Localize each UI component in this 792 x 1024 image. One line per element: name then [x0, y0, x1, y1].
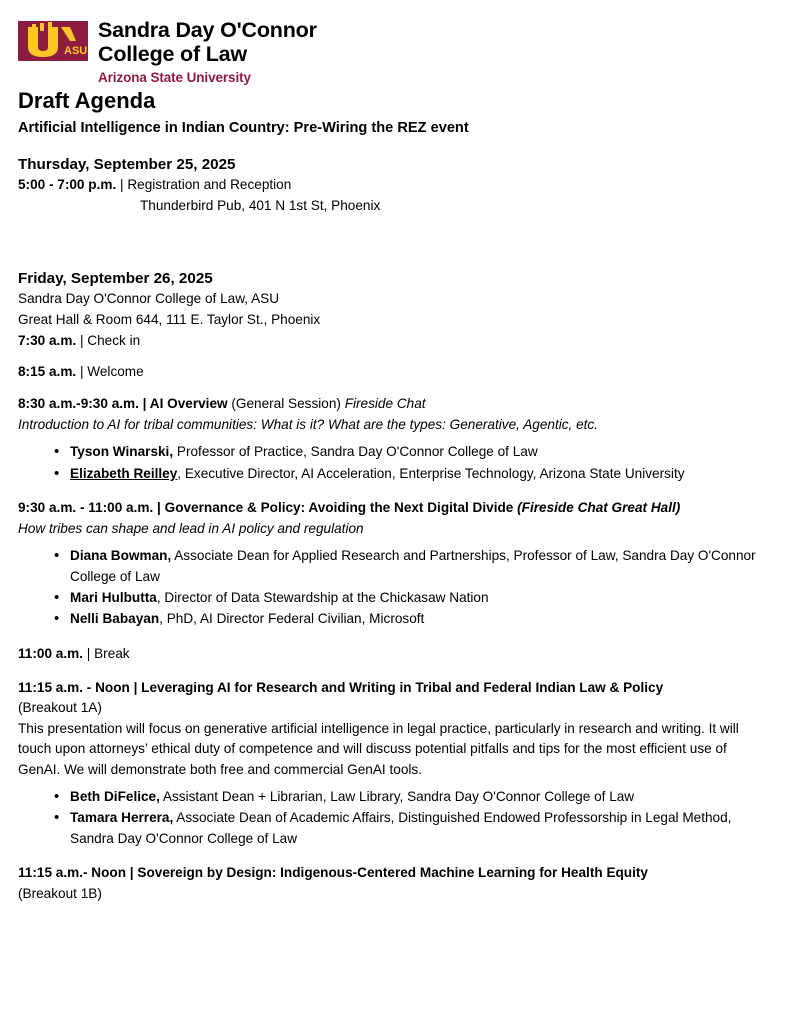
- breakout-1a-sep: |: [129, 679, 142, 695]
- day1-location: Thunderbird Pub, 401 N 1st St, Phoenix: [140, 197, 381, 213]
- page-subtitle: Artificial Intelligence in Indian Country: Pre-Wiring the REZ event: [18, 120, 469, 137]
- speaker-name[interactable]: Elizabeth Reilley: [70, 465, 178, 481]
- day1-item: Registration and Reception: [127, 176, 292, 192]
- speaker-role: Associate Dean of Academic Affairs, Distinguished Endowed Professorship in Legal Method, Sandra Day O'Connor College of Law: [70, 810, 732, 846]
- day1-sep: |: [116, 176, 128, 192]
- session-2-format: (Fireside Chat Great Hall): [513, 499, 681, 515]
- logo-line-2: College of Law: [98, 42, 247, 67]
- logo-line-1: Sandra Day O'Connor: [98, 18, 317, 42]
- speaker-name: Tyson Winarski,: [70, 444, 174, 460]
- day1-time: 5:00 - 7:00 p.m.: [18, 176, 117, 192]
- day1-heading: Thursday, September 25, 2025: [18, 155, 236, 173]
- session-1-title: AI Overview: [149, 395, 228, 411]
- day1-registration-line: [18, 175, 766, 196]
- speaker-name: Nelli Babayan: [70, 611, 160, 627]
- breakout-1a-label: (Breakout 1A): [18, 700, 102, 716]
- session-1-format: Fireside Chat: [344, 395, 426, 411]
- breakout-1a-speaker-list: [18, 787, 766, 849]
- day2-venue-line-1: Sandra Day O'Connor College of Law, ASU: [18, 291, 280, 307]
- asu-logo-lockup: [18, 18, 766, 85]
- session-1-sep: |: [138, 395, 150, 411]
- breakout-1b-heading: [18, 863, 766, 884]
- speaker-role: Associate Dean for Applied Research and Partnerships, Professor of Law, Sandra Day O'Connor College of Law: [70, 548, 756, 584]
- day2-venue-line-2: Great Hall & Room 644, 111 E. Taylor St., Phoenix: [18, 311, 321, 327]
- session-2-speaker-list: [18, 546, 766, 630]
- breakout-1b-title: Sovereign by Design: Indigenous-Centered Machine Learning for Health Equity: [137, 865, 648, 881]
- breakout-1a-heading: [18, 678, 766, 699]
- checkin-time: 7:30 a.m.: [18, 332, 77, 348]
- list-item: [70, 787, 766, 807]
- break-line: [18, 644, 766, 665]
- breakout-1b-label: (Breakout 1B): [18, 885, 102, 901]
- svg-text:ASU: ASU: [64, 45, 88, 57]
- session-1-description: Introduction to AI for tribal communities: What is it? What are the types: Generative, Agentic, etc.: [18, 416, 599, 432]
- speaker-role: Professor of Practice, Sandra Day O'Connor College of Law: [173, 444, 538, 460]
- session-2-title: Governance & Policy: Avoiding the Next Digital Divide: [164, 499, 514, 515]
- speaker-name: Mari Hulbutta: [70, 590, 157, 606]
- list-item: [70, 609, 766, 629]
- list-item: [70, 588, 766, 608]
- breakout-1a-description: This presentation will focus on generative artificial intelligence in legal practice, particularly in research and writing. It will touch upon attorneys’ ethical duty of competence and will discuss potential pitfalls and tips for the most efficient use of GenAI. We will demonstrate both free and commercial GenAI tools.: [18, 720, 739, 777]
- asu-pitchfork-icon: [18, 21, 88, 61]
- session-1-heading: [18, 394, 766, 415]
- break-sep: |: [83, 645, 95, 661]
- list-item: [70, 442, 766, 462]
- speaker-role: Assistant Dean + Librarian, Law Library, Sandra Day O'Connor College of Law: [159, 789, 635, 804]
- list-item: [70, 464, 766, 484]
- speaker-name: Tamara Herrera,: [70, 810, 174, 826]
- session-1-time: 8:30 a.m.-9:30 a.m.: [18, 395, 139, 411]
- day2-heading: Friday, September 26, 2025: [18, 270, 213, 288]
- logo-wordmark: [98, 18, 317, 85]
- speaker-role: , Executive Director, AI Acceleration, Enterprise Technology, Arizona State University: [177, 465, 685, 481]
- session-2-sep: |: [153, 499, 165, 515]
- break-label: Break: [94, 645, 130, 661]
- breakout-1a-time: 11:15 a.m. - Noon: [18, 679, 130, 695]
- breakout-1b-sep: |: [126, 865, 138, 881]
- speaker-role: , PhD, AI Director Federal Civilian, Microsoft: [159, 611, 425, 627]
- speaker-name: Beth DiFelice,: [70, 789, 160, 804]
- checkin-label: Check in: [87, 332, 141, 348]
- session-2-time: 9:30 a.m. - 11:00 a.m.: [18, 499, 154, 515]
- welcome-time: 8:15 a.m.: [18, 364, 77, 380]
- session-2-heading: [18, 498, 766, 519]
- logo-university-name: Arizona State University: [98, 70, 251, 86]
- page-title: Draft Agenda: [18, 88, 156, 114]
- breakout-1a-title: Leveraging AI for Research and Writing in Tribal and Federal Indian Law & Policy: [141, 679, 664, 695]
- day2-welcome-line: [18, 362, 766, 383]
- list-item: [70, 808, 766, 849]
- checkin-sep: |: [76, 332, 88, 348]
- session-1-paren: (General Session): [227, 395, 345, 411]
- breakout-1b-time: 11:15 a.m.- Noon: [18, 865, 127, 881]
- speaker-role: , Director of Data Stewardship at the Chickasaw Nation: [156, 590, 489, 606]
- list-item: [70, 546, 766, 587]
- speaker-name: Diana Bowman,: [70, 548, 172, 564]
- session-1-speaker-list: [18, 442, 766, 484]
- day2-checkin-line: [18, 331, 766, 352]
- session-2-description: How tribes can shape and lead in AI policy and regulation: [18, 520, 364, 536]
- welcome-label: Welcome: [87, 364, 144, 380]
- break-time: 11:00 a.m.: [18, 645, 83, 661]
- welcome-sep: |: [76, 364, 88, 380]
